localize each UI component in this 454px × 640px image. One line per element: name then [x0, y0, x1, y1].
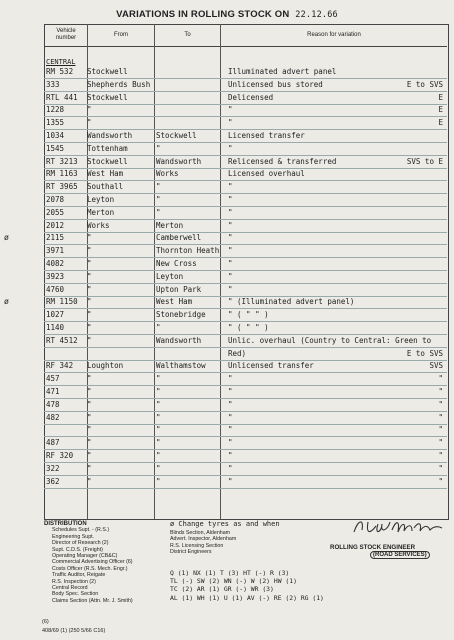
category-change: E — [438, 118, 443, 128]
to-depot: Camberwell — [156, 233, 202, 243]
from-depot: " — [87, 399, 92, 409]
reason: " — [228, 284, 233, 294]
vehicle-number: 471 — [46, 387, 60, 396]
vehicle-number: 2012 — [46, 220, 65, 230]
reason: Unlic. overhaul (Country to Central: Green to — [228, 335, 432, 345]
vehicle-number: 3923 — [46, 271, 65, 281]
to-depot: " — [156, 438, 161, 448]
to-depot: New Cross — [156, 259, 197, 268]
from-depot: " — [87, 297, 92, 307]
to-depot: Upton Park — [156, 284, 202, 294]
vehicle-number: RT 3965 — [46, 182, 78, 192]
vehicle-number: 2078 — [46, 195, 65, 204]
vehicle-number: 1228 — [46, 105, 65, 115]
from-depot: Stockwell — [87, 67, 128, 76]
reason: " — [228, 182, 233, 192]
vehicle-number: 362 — [46, 476, 60, 486]
reason: " — [228, 425, 233, 435]
vehicle-number: 487 — [46, 438, 60, 448]
table-row — [44, 360, 447, 373]
table-row — [44, 399, 447, 412]
distribution-item: Blinds Section, Aldenham — [170, 530, 231, 536]
to-depot: West Ham — [156, 297, 193, 307]
vehicle-number: 322 — [46, 463, 60, 473]
to-depot: " — [156, 451, 161, 460]
reason: Licensed transfer — [228, 131, 305, 140]
vehicle-number: RF 342 — [46, 361, 74, 371]
reason: Relicensed & transferred — [228, 156, 337, 166]
table-row — [44, 463, 447, 476]
to-depot: " — [156, 399, 161, 409]
distribution-item: Central Record — [52, 585, 88, 592]
from-depot: " — [87, 451, 92, 460]
category-change: E — [438, 105, 443, 115]
category-change: " — [438, 412, 443, 422]
category-change: E to SVS — [406, 348, 443, 358]
vehicle-number: 4760 — [46, 284, 65, 294]
to-depot: Leyton — [156, 271, 184, 281]
signature-department: (ROAD SERVICES) — [370, 551, 430, 559]
table-row — [44, 194, 447, 207]
reason: " — [228, 476, 233, 486]
reason: " — [228, 438, 233, 448]
from-depot: " — [87, 246, 92, 256]
table-row — [44, 348, 447, 361]
to-depot: Wandsworth — [156, 156, 202, 166]
distribution-item: Claims Section (Attn. Mr. J. Smith) — [52, 597, 133, 604]
vehicle-number: RM 1150 — [46, 297, 78, 307]
table-row — [44, 156, 447, 169]
document-title — [0, 9, 454, 20]
distribution-item: Costs Officer (R.S. Mech. Engr.) — [52, 565, 128, 572]
from-depot: " — [87, 271, 92, 281]
table-row — [44, 66, 447, 79]
from-depot: " — [87, 284, 92, 294]
category-change: " — [438, 399, 443, 409]
reason: " — [228, 195, 233, 204]
district-code-line: Q (1) NX (1) T (3) HT (-) R (3) — [170, 569, 290, 577]
form-number: 408/69 (1) (250 5/66 C16) — [42, 628, 106, 634]
to-depot: Walthamstow — [156, 361, 206, 371]
table-row — [44, 450, 447, 463]
header-vehicle: Vehicle number — [55, 28, 77, 41]
from-depot: Leyton — [87, 195, 115, 204]
to-depot: Merton — [156, 220, 184, 230]
from-depot: " — [87, 374, 92, 384]
category-change: " — [438, 425, 443, 435]
table-row — [44, 143, 447, 156]
distribution-heading: DISTRIBUTION — [44, 521, 87, 527]
to-depot: " — [156, 387, 161, 396]
table-row — [44, 92, 447, 105]
to-depot: " — [156, 425, 161, 435]
reason: Licensed overhaul — [228, 169, 305, 179]
from-depot: " — [87, 323, 92, 332]
distribution-block — [44, 521, 133, 604]
table-row — [44, 220, 447, 233]
from-depot: " — [87, 476, 92, 486]
distribution-list — [44, 527, 133, 604]
table-row — [44, 168, 447, 181]
to-depot: " — [156, 323, 161, 332]
vehicle-number: 1140 — [46, 323, 65, 332]
distribution-item: Director of Research (2) — [52, 540, 109, 547]
distribution-list-right — [170, 530, 236, 556]
table-row — [44, 117, 447, 130]
table-row — [44, 284, 447, 297]
from-depot: " — [87, 438, 92, 448]
table-row — [44, 386, 447, 399]
row-mark: ø — [4, 233, 9, 243]
reason: " — [228, 118, 233, 128]
reason: " — [228, 207, 233, 217]
table-row — [44, 232, 447, 245]
to-depot: " — [156, 207, 161, 217]
reason: " — [228, 246, 233, 256]
to-depot: Works — [156, 169, 179, 179]
to-depot: Thornton Heath — [156, 246, 220, 256]
distribution-item: Operating Manager (CB&C) — [52, 553, 118, 560]
distribution-item: Traffic Auditor, Reigate — [52, 572, 106, 579]
from-depot: " — [87, 105, 92, 115]
reason: " (Illuminated advert panel) — [228, 297, 355, 307]
category-change: " — [438, 463, 443, 473]
vehicle-number: 1034 — [46, 131, 65, 140]
from-depot: " — [87, 118, 92, 128]
table-row — [44, 258, 447, 271]
vehicle-number: RT 4512 — [46, 335, 78, 345]
signature-title: ROLLING STOCK ENGINEER — [330, 544, 416, 551]
from-depot: " — [87, 335, 92, 345]
reason: " — [228, 387, 233, 396]
reason: " — [228, 220, 233, 230]
table-row — [44, 476, 447, 489]
table-row — [44, 104, 447, 117]
to-depot: " — [156, 143, 161, 153]
vehicle-number: RF 320 — [46, 451, 74, 460]
category-change: E to SVS — [406, 79, 443, 89]
table-row — [44, 335, 447, 348]
vehicle-number: 478 — [46, 399, 60, 409]
header-to: To — [184, 32, 191, 38]
from-depot: " — [87, 463, 92, 473]
vehicle-number: 1027 — [46, 310, 65, 320]
from-depot: West Ham — [87, 169, 124, 179]
header-reason: Reason for variation — [307, 32, 361, 38]
vehicle-number: 1355 — [46, 118, 65, 128]
to-depot: Wandsworth — [156, 335, 202, 345]
table-row — [44, 79, 447, 92]
reason: " — [228, 412, 233, 422]
reason: " — [228, 105, 233, 115]
from-depot: Wandsworth — [87, 131, 133, 140]
from-depot: " — [87, 259, 92, 268]
to-depot: " — [156, 463, 161, 473]
reason: " — [228, 271, 233, 281]
vehicle-number: 482 — [46, 412, 60, 422]
reason: " — [228, 399, 233, 409]
distribution-item: Body Spec. Section — [52, 591, 99, 598]
reason: " — [228, 233, 233, 243]
distribution-item: R.S. Licensing Section — [170, 542, 224, 549]
from-depot: " — [87, 425, 92, 435]
table-row — [44, 207, 447, 220]
to-depot: " — [156, 195, 161, 204]
section-label: CENTRAL — [46, 58, 76, 66]
vehicle-number: 4082 — [46, 259, 65, 268]
table-row — [44, 322, 447, 335]
footnote: ø Change tyres as and when — [170, 520, 280, 528]
vehicle-number: RM 1163 — [46, 169, 78, 179]
table-row — [44, 271, 447, 284]
from-depot: Stockwell — [87, 92, 128, 102]
from-depot: " — [87, 233, 92, 243]
reason: " ( " " ) — [228, 323, 269, 332]
to-depot: Stonebridge — [156, 310, 206, 320]
vehicle-number: 2115 — [46, 233, 65, 243]
district-code-line: TC (2) AR (1) GR (-) WR (3) — [170, 585, 274, 594]
to-depot: " — [156, 182, 161, 192]
vehicle-number: RM 532 — [46, 67, 74, 76]
reason: " — [228, 259, 233, 268]
vehicle-number: RTL 441 — [46, 92, 78, 102]
table-row — [44, 296, 447, 309]
to-depot: Stockwell — [156, 131, 197, 140]
reason: " — [228, 463, 233, 473]
title-date: 22.12.66 — [295, 10, 338, 20]
reason: Unlicensed bus stored — [228, 79, 323, 89]
from-depot: Works — [87, 220, 110, 230]
to-depot: " — [156, 412, 161, 422]
vehicle-number: RT 3213 — [46, 156, 78, 166]
table-row — [44, 424, 447, 437]
district-code-line: AL (1) WH (1) U (1) AV (-) RE (2) RG (1) — [170, 593, 324, 602]
from-depot: Shepherds Bush — [87, 79, 151, 89]
from-depot: Loughton — [87, 361, 124, 371]
category-change: " — [438, 387, 443, 396]
table-row — [44, 309, 447, 322]
district-codes — [170, 569, 324, 602]
reason: Unlicensed transfer — [228, 361, 314, 371]
reason: " — [228, 451, 233, 460]
reason: Illuminated advert panel — [228, 67, 337, 76]
reason: " — [228, 143, 233, 153]
distribution-item: Commercial Advertising Officer (6) — [52, 559, 133, 566]
page-marker: (6) — [42, 619, 49, 625]
category-change: " — [438, 374, 443, 384]
handwritten-signature — [352, 516, 444, 538]
category-change: " — [438, 451, 443, 460]
from-depot: " — [87, 310, 92, 320]
from-depot: " — [87, 412, 92, 422]
distribution-item: Engineering Supt. — [52, 533, 95, 540]
title-text: VARIATIONS IN ROLLING STOCK ON — [116, 9, 290, 20]
vehicle-number: 457 — [46, 374, 60, 384]
from-depot: Southall — [87, 182, 124, 192]
distribution-item: R.S. Inspection (2) — [52, 578, 96, 585]
category-change: " — [438, 476, 443, 486]
from-depot: Stockwell — [87, 156, 128, 166]
vehicle-number: 2055 — [46, 207, 65, 217]
distribution-item: Supt. C.D.S. (Freight) — [52, 546, 103, 553]
to-depot: " — [156, 476, 161, 486]
from-depot: Tottenham — [87, 143, 128, 153]
table-row — [44, 130, 447, 143]
table-row — [44, 412, 447, 425]
distribution-item: District Engineers — [170, 549, 212, 556]
table-row — [44, 437, 447, 450]
reason: Red) — [228, 348, 247, 358]
vehicle-number: 1545 — [46, 143, 65, 153]
table-row — [44, 245, 447, 258]
vehicle-number: 3971 — [46, 246, 65, 256]
reason: Delicensed — [228, 92, 274, 102]
district-code-line: TL (-) SW (2) WN (-) W (2) HW (1) — [170, 577, 297, 586]
category-change: SVS to E — [406, 156, 443, 166]
from-depot: Merton — [87, 207, 115, 217]
to-depot: " — [156, 374, 161, 384]
category-change: SVS — [429, 361, 443, 371]
header-from: From — [114, 32, 128, 38]
table-row — [44, 373, 447, 386]
category-change: E — [438, 92, 443, 102]
row-mark: ø — [4, 297, 9, 307]
distribution-item: Schedules Supt. - (R.S.) — [52, 527, 110, 534]
vehicle-number: 333 — [46, 79, 60, 89]
reason: " ( " " ) — [228, 310, 269, 320]
category-change: " — [438, 438, 443, 448]
distribution-item: Advert. Inspector, Aldenham — [170, 536, 237, 543]
reason: " — [228, 374, 233, 384]
table-row — [44, 181, 447, 194]
from-depot: " — [87, 387, 92, 396]
